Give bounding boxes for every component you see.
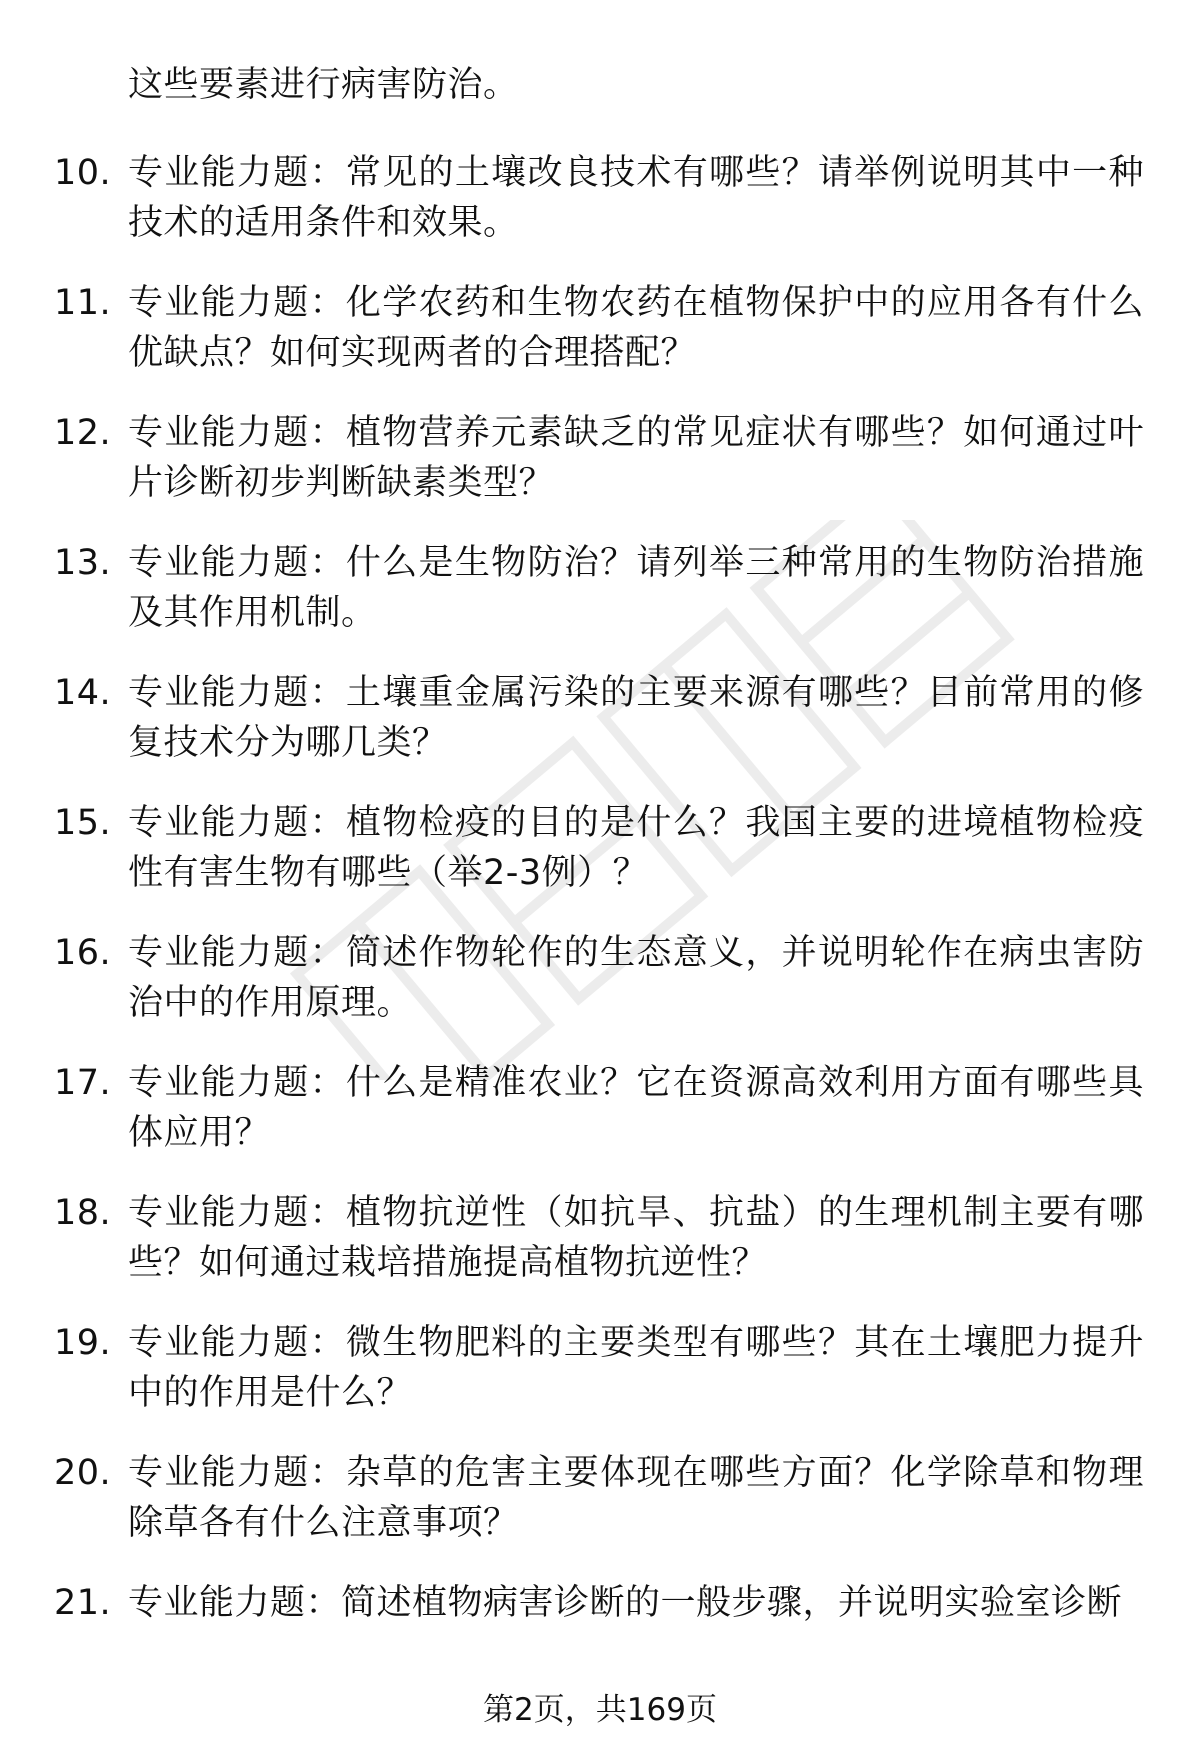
question-number: 17.	[54, 1063, 112, 1103]
question-number: 19.	[54, 1323, 112, 1363]
question-item	[0, 668, 1200, 798]
question-item	[0, 538, 1200, 668]
question-item	[0, 278, 1200, 408]
question-text: 专业能力题：植物检疫的目的是什么？我国主要的进境植物检疫性有害生物有哪些（举2-3例）？	[128, 803, 1144, 893]
question-number: 12.	[54, 413, 112, 453]
question-text: 专业能力题：简述植物病害诊断的一般步骤，并说明实验室诊断	[128, 1583, 1123, 1623]
question-item	[0, 798, 1200, 928]
question-item	[0, 1058, 1200, 1188]
page-indicator: 第2页，共169页	[483, 1692, 717, 1728]
question-text: 专业能力题：杂草的危害主要体现在哪些方面？化学除草和物理除草各有什么注意事项？	[128, 1453, 1144, 1543]
question-text: 专业能力题：植物营养元素缺乏的常见症状有哪些？如何通过叶片诊断初步判断缺素类型？	[128, 413, 1144, 503]
question-number: 15.	[54, 803, 112, 843]
question-number: 11.	[54, 283, 112, 323]
question-text: 专业能力题：土壤重金属污染的主要来源有哪些？目前常用的修复技术分为哪几类？	[128, 673, 1144, 763]
question-item	[0, 1318, 1200, 1448]
question-number: 10.	[54, 153, 112, 193]
question-number: 14.	[54, 673, 112, 713]
question-text: 专业能力题：微生物肥料的主要类型有哪些？其在土壤肥力提升中的作用是什么？	[128, 1323, 1144, 1413]
question-item	[0, 1188, 1200, 1318]
question-number: 21.	[54, 1583, 112, 1623]
question-text: 专业能力题：植物抗逆性（如抗旱、抗盐）的生理机制主要有哪些？如何通过栽培措施提高植物抗逆性？	[128, 1193, 1144, 1283]
question-item	[0, 408, 1200, 538]
question-number: 16.	[54, 933, 112, 973]
question-number: 20.	[54, 1453, 112, 1493]
question-number: 13.	[54, 543, 112, 583]
question-number: 18.	[54, 1193, 112, 1233]
question-list	[0, 148, 1200, 1708]
question-item	[0, 1448, 1200, 1578]
question-text: 专业能力题：化学农药和生物农药在植物保护中的应用各有什么优缺点？如何实现两者的合理搭配？	[128, 283, 1144, 373]
question-item	[0, 928, 1200, 1058]
continuation-text: 这些要素进行病害防治。	[128, 65, 519, 105]
question-text: 专业能力题：什么是生物防治？请列举三种常用的生物防治措施及其作用机制。	[128, 543, 1144, 633]
question-text: 专业能力题：常见的土壤改良技术有哪些？请举例说明其中一种技术的适用条件和效果。	[128, 153, 1144, 243]
question-text: 专业能力题：什么是精准农业？它在资源高效利用方面有哪些具体应用？	[128, 1063, 1144, 1153]
question-item	[0, 148, 1200, 278]
question-text: 专业能力题：简述作物轮作的生态意义，并说明轮作在病虫害防治中的作用原理。	[128, 933, 1144, 1023]
